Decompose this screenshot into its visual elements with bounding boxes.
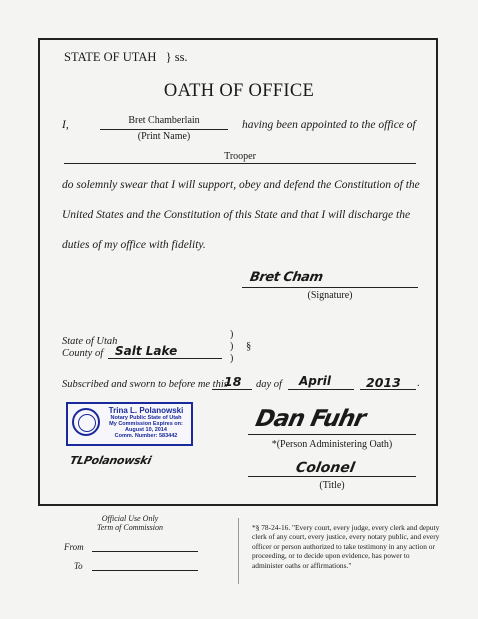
sworn-text: Subscribed and sworn to before me this	[62, 379, 228, 390]
oath-text-line3: duties of my office with fidelity.	[62, 239, 206, 251]
state-heading	[64, 50, 188, 65]
to-label: To	[74, 561, 83, 571]
print-name-line	[100, 129, 228, 130]
officer-signature: Bret Cham	[248, 270, 324, 285]
official-use-label: Official Use Only	[101, 514, 159, 523]
footer-divider	[238, 518, 239, 584]
document-title: OATH OF OFFICE	[163, 81, 315, 101]
stamp-line3: My Commission Expires on:	[109, 421, 183, 427]
ss-label: } ss.	[165, 50, 188, 64]
i-label: I,	[62, 119, 69, 131]
month-line	[288, 389, 354, 390]
county-line	[108, 358, 222, 359]
appointed-text: having been appointed to the office of	[242, 119, 416, 131]
notary-seal-icon	[72, 408, 100, 436]
stamp-line2: Notary Public State of Utah	[110, 415, 182, 421]
venue-county-value: Salt Lake	[115, 344, 178, 358]
sworn-day-label: day of	[256, 379, 282, 390]
stamp-notary-name: Trina L. Polanowski	[108, 406, 184, 415]
year-line	[360, 389, 416, 390]
sworn-month-value: April	[299, 374, 332, 388]
term-of-commission-label: Term of Commission	[97, 523, 163, 532]
venue-section-mark: §	[246, 341, 252, 352]
state-label: STATE OF UTAH	[64, 50, 157, 64]
print-name-value: Bret Chamberlain	[128, 115, 200, 126]
venue-state-label: State of Utah	[62, 336, 118, 347]
sworn-day-value: 18	[224, 374, 242, 389]
notary-stamp	[66, 402, 193, 446]
administering-caption: *(Person Administering Oath)	[271, 439, 393, 450]
venue-county-label: County of	[62, 348, 104, 359]
statute-text: *§ 78-24-16. "Every court, every judge, every clerk and deputy clerk of any court, every justice, every notary public, and every officer or person authorized to take testimony in any action or proceeding, or to decide upon evidence, has power to administer oaths or affirmations."	[252, 523, 440, 570]
office-value: Trooper	[224, 151, 256, 162]
office-line	[64, 163, 416, 164]
stamp-line4: August 10, 2014	[125, 427, 167, 433]
notary-signature: TLPolanowski	[68, 454, 153, 467]
oath-text-line1: do solemnly swear that I will support, obey and defend the Constitution of the	[62, 179, 420, 191]
signature-caption: (Signature)	[307, 290, 353, 301]
title-caption: (Title)	[319, 480, 345, 491]
signature-line	[242, 287, 418, 288]
stamp-line5: Comm. Number: 583442	[114, 433, 178, 439]
venue-bracket: ) ) )	[230, 329, 234, 364]
from-label: From	[64, 542, 84, 552]
day-line	[212, 389, 252, 390]
administering-signature: Dan Fuhr	[253, 406, 368, 432]
from-line	[92, 551, 198, 552]
title-value: Colonel	[294, 460, 356, 476]
oath-text-line2: United States and the Constitution of this State and that I will discharge the	[62, 209, 411, 221]
sworn-year-value: 2013	[366, 375, 401, 390]
print-name-caption: (Print Name)	[137, 131, 191, 142]
administering-line	[248, 434, 416, 435]
sworn-period: .	[417, 378, 420, 389]
to-line	[92, 570, 198, 571]
title-line	[248, 476, 416, 477]
